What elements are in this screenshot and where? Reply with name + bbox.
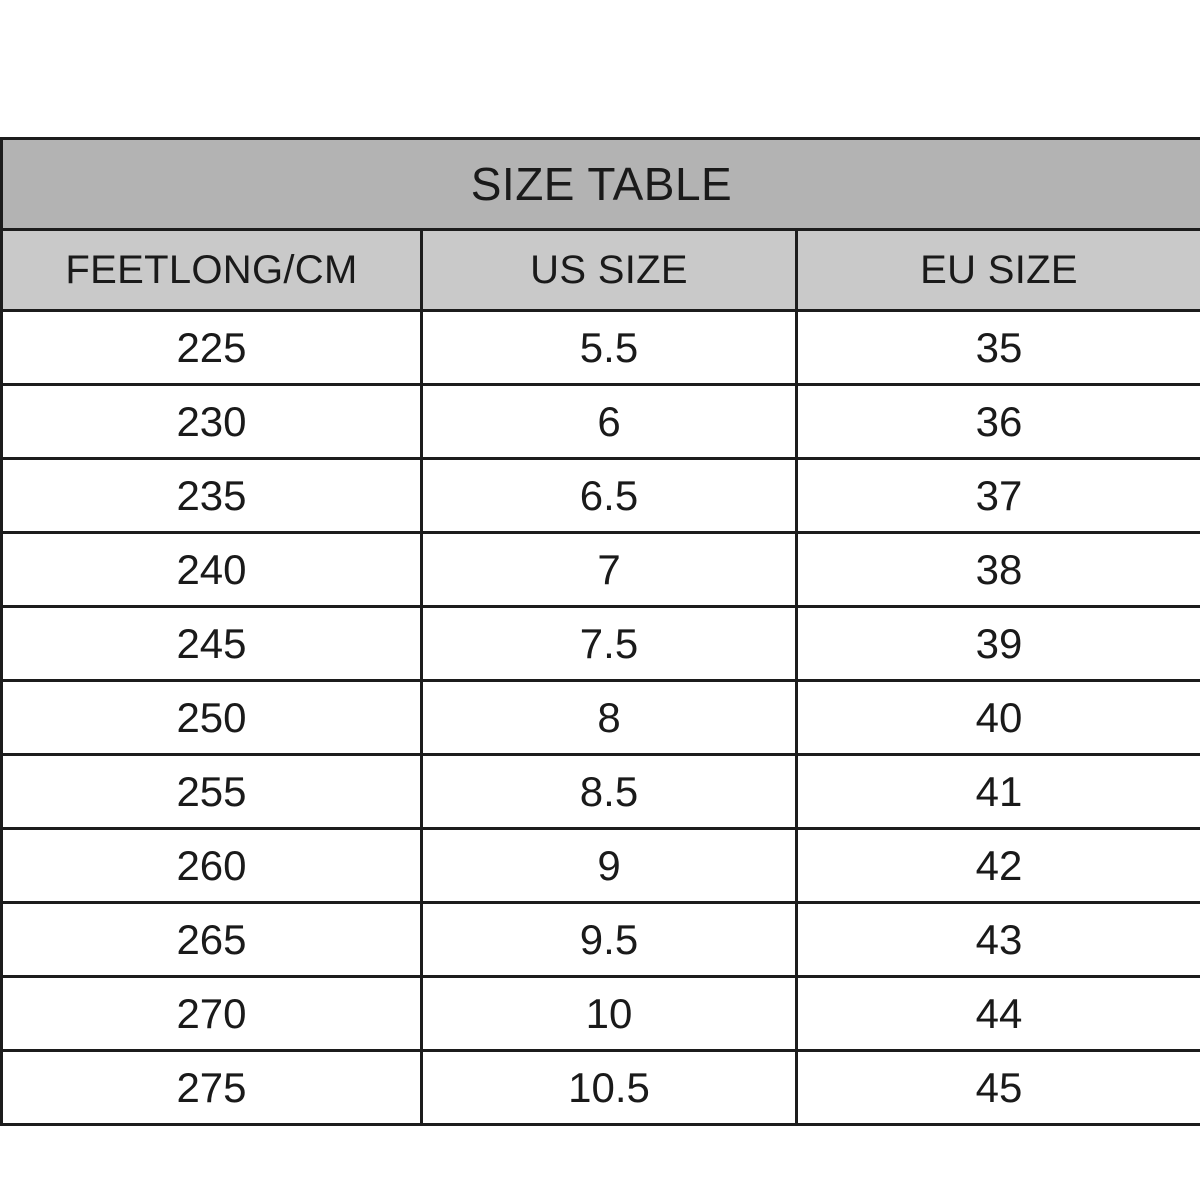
cell-feetlong: 260: [2, 829, 422, 903]
cell-us-size: 9.5: [422, 903, 797, 977]
table-row: [2, 1051, 1200, 1125]
cell-feetlong: 225: [2, 311, 422, 385]
cell-us-size: 7: [422, 533, 797, 607]
table-header-row: [2, 230, 1200, 311]
table-row: [2, 459, 1200, 533]
table-row: [2, 977, 1200, 1051]
table-row: [2, 533, 1200, 607]
cell-us-size: 6.5: [422, 459, 797, 533]
table-row: [2, 385, 1200, 459]
cell-feetlong: 235: [2, 459, 422, 533]
table-row: [2, 903, 1200, 977]
cell-feetlong: 265: [2, 903, 422, 977]
cell-us-size: 10.5: [422, 1051, 797, 1125]
cell-feetlong: 245: [2, 607, 422, 681]
cell-feetlong: 270: [2, 977, 422, 1051]
cell-feetlong: 230: [2, 385, 422, 459]
cell-eu-size: 41: [797, 755, 1200, 829]
table-title-row: [2, 139, 1200, 230]
table-row: [2, 755, 1200, 829]
cell-feetlong: 275: [2, 1051, 422, 1125]
cell-eu-size: 43: [797, 903, 1200, 977]
cell-eu-size: 45: [797, 1051, 1200, 1125]
cell-eu-size: 42: [797, 829, 1200, 903]
table-row: [2, 829, 1200, 903]
table-title: SIZE TABLE: [2, 139, 1200, 230]
cell-feetlong: 240: [2, 533, 422, 607]
cell-eu-size: 44: [797, 977, 1200, 1051]
cell-eu-size: 37: [797, 459, 1200, 533]
table-row: [2, 311, 1200, 385]
column-header-us-size: US SIZE: [422, 230, 797, 311]
cell-us-size: 9: [422, 829, 797, 903]
cell-eu-size: 40: [797, 681, 1200, 755]
column-header-eu-size: EU SIZE: [797, 230, 1200, 311]
cell-us-size: 5.5: [422, 311, 797, 385]
cell-us-size: 8: [422, 681, 797, 755]
cell-us-size: 10: [422, 977, 797, 1051]
cell-us-size: 8.5: [422, 755, 797, 829]
cell-eu-size: 36: [797, 385, 1200, 459]
column-header-feetlong: FEETLONG/CM: [2, 230, 422, 311]
size-table-container: [0, 137, 1200, 1126]
size-table: [0, 137, 1200, 1126]
cell-feetlong: 255: [2, 755, 422, 829]
cell-us-size: 6: [422, 385, 797, 459]
cell-feetlong: 250: [2, 681, 422, 755]
cell-eu-size: 39: [797, 607, 1200, 681]
table-row: [2, 607, 1200, 681]
cell-eu-size: 38: [797, 533, 1200, 607]
cell-eu-size: 35: [797, 311, 1200, 385]
cell-us-size: 7.5: [422, 607, 797, 681]
table-row: [2, 681, 1200, 755]
